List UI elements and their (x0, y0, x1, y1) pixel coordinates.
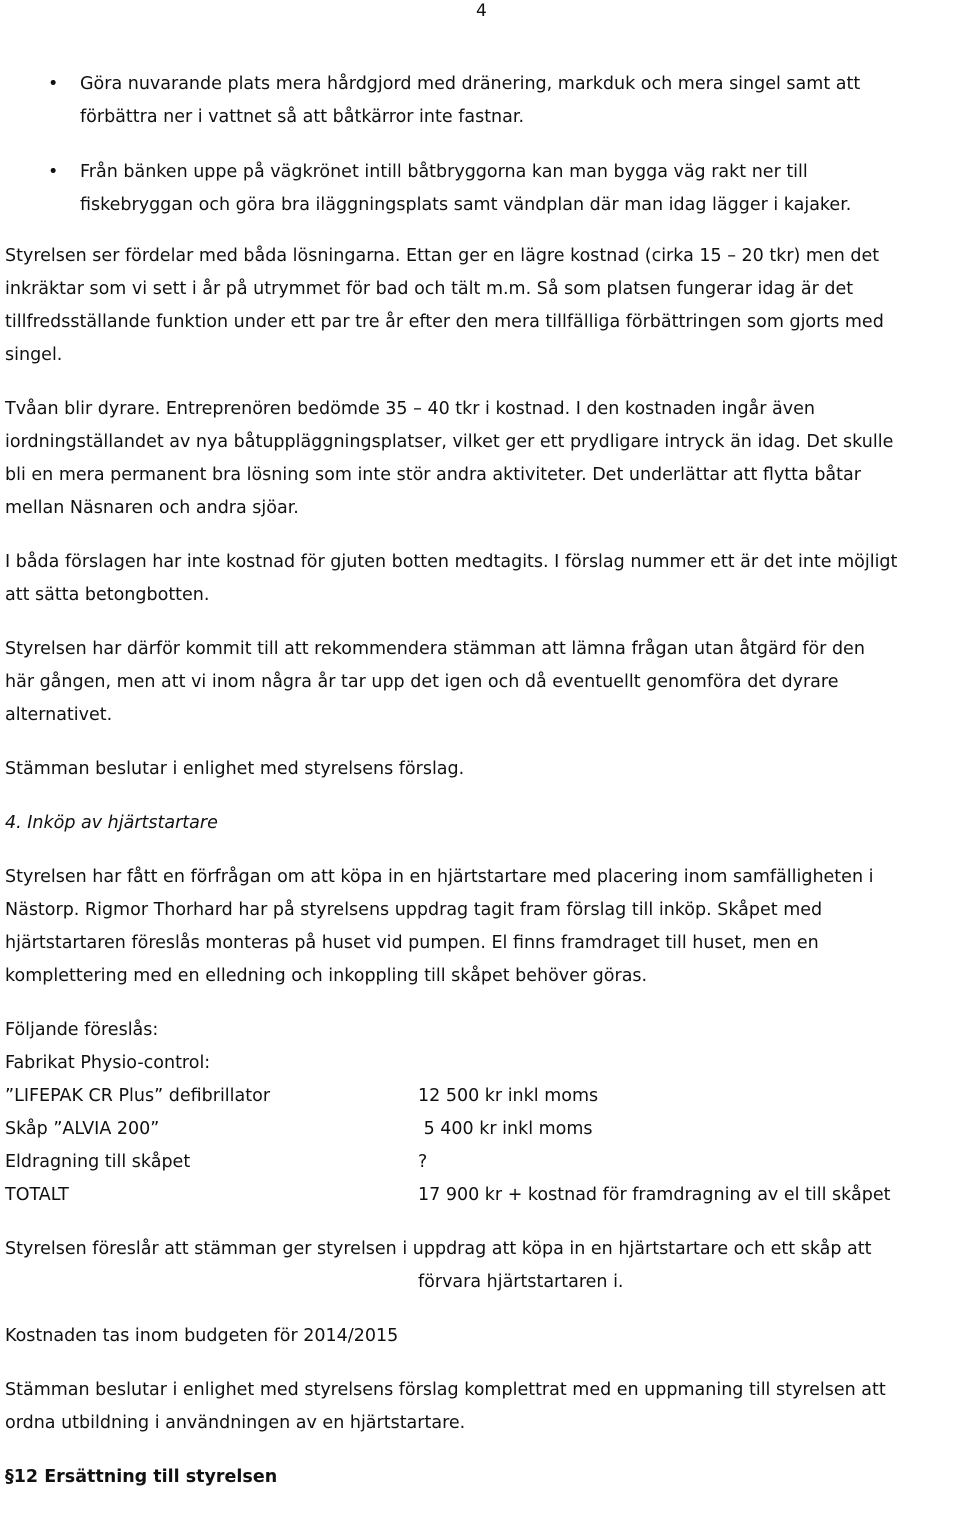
bullet-text-line: fiskebryggan och göra bra iläggningsplats samt vändplan där man idag lägger i kajaker. (80, 195, 852, 215)
bullet-text-line: Göra nuvarande plats mera hårdgjord med dränering, markduk och mera singel samt att (80, 74, 861, 94)
text-line: I båda förslagen har inte kostnad för gjuten botten medtagits. I förslag nummer ett är det inte möjligt (5, 552, 898, 572)
table-row (5, 1113, 955, 1146)
document-body (5, 240, 955, 1515)
text-line: inkräktar som vi sett i år på utrymmet för bad och tält m.m. Så som platsen fungerar idag är det (5, 279, 854, 299)
item-name: TOTALT (5, 1185, 69, 1205)
list-item (0, 68, 930, 134)
text-line: att sätta betongbotten. (5, 585, 210, 605)
paragraph (5, 240, 955, 372)
text-line: hjärtstartaren föreslås monteras på huset vid pumpen. El finns framdraget till huset, men en (5, 933, 819, 953)
paragraph (5, 861, 955, 993)
paragraph (5, 546, 955, 612)
item-price: 17 900 kr + kostnad för framdragning av el till skåpet (418, 1185, 891, 1205)
bullet-icon: • (48, 162, 59, 182)
item-heading: 4. Inköp av hjärtstartare (5, 813, 218, 833)
text-line: förvara hjärtstartaren i. (418, 1272, 624, 1292)
item-name: Skåp ”ALVIA 200” (5, 1119, 160, 1139)
cost-table (5, 1014, 955, 1212)
list-item (0, 156, 930, 222)
paragraph (5, 633, 955, 732)
bullet-list (0, 68, 960, 244)
item-name: ”LIFEPAK CR Plus” defibrillator (5, 1086, 271, 1106)
budget-paragraph: Kostnaden tas inom budgeten för 2014/2015 (5, 1326, 399, 1346)
text-line: alternativet. (5, 705, 113, 725)
text-line: komplettering med en elledning och inkoppling till skåpet behöver göras. (5, 966, 648, 986)
table-row (5, 1080, 955, 1113)
bullet-text-line: förbättra ner i vattnet så att båtkärror inte fastnar. (80, 107, 525, 127)
text-line: tillfredsställande funktion under ett par tre år efter den mera tillfälliga förbättringen som gjorts med (5, 312, 884, 332)
text-line: Nästorp. Rigmor Thorhard har på styrelsens uppdrag tagit fram förslag till inköp. Skåpet med (5, 900, 823, 920)
text-line: ordna utbildning i användningen av en hjärtstartare. (5, 1413, 466, 1433)
paragraph (5, 1233, 955, 1299)
item-price: 12 500 kr inkl moms (418, 1086, 599, 1106)
text-line: Tvåan blir dyrare. Entreprenören bedömde 35 – 40 tkr i kostnad. I den kostnaden ingår även (5, 399, 815, 419)
text-line: iordningställandet av nya båtuppläggningsplatser, vilket ger ett prydligare intryck än idag. Det skulle (5, 432, 894, 452)
table-row (5, 1146, 955, 1179)
text-line: här gången, men att vi inom några år tar upp det igen och då eventuellt genomföra det dyrare (5, 672, 839, 692)
text-line: mellan Näsnaren och andra sjöar. (5, 498, 299, 518)
manufacturer-line: Fabrikat Physio-control: (5, 1053, 211, 1073)
bullet-icon: • (48, 74, 59, 94)
decision-paragraph: Stämman beslutar i enlighet med styrelsens förslag. (5, 759, 465, 779)
text-line: Stämman beslutar i enlighet med styrelsens förslag komplettrat med en uppmaning till styrelsen att (5, 1380, 886, 1400)
proposal-intro: Följande föreslås: (5, 1020, 159, 1040)
text-line: Styrelsen ser fördelar med båda lösningarna. Ettan ger en lägre kostnad (cirka 15 – 20 tkr) men det (5, 246, 880, 266)
section-heading: §12 Ersättning till styrelsen (5, 1467, 278, 1487)
paragraph (5, 393, 955, 525)
text-line: Styrelsen föreslår att stämman ger styrelsen i uppdrag att köpa in en hjärtstartare och ett skåp att (5, 1239, 872, 1259)
text-line: Styrelsen har därför kommit till att rekommendera stämman att lämna frågan utan åtgärd för den (5, 639, 865, 659)
text-line: Styrelsen har fått en förfrågan om att köpa in en hjärtstartare med placering inom samfälligheten i (5, 867, 874, 887)
table-row (5, 1179, 955, 1212)
item-name: Eldragning till skåpet (5, 1152, 191, 1172)
page-number: 4 (476, 1, 487, 21)
text-line: singel. (5, 345, 63, 365)
bullet-text-line: Från bänken uppe på vägkrönet intill båtbryggorna kan man bygga väg rakt ner till (80, 162, 808, 182)
text-line: bli en mera permanent bra lösning som inte stör andra aktiviteter. Det underlättar att flytta båtar (5, 465, 861, 485)
item-price: ? (418, 1152, 428, 1172)
paragraph (5, 1374, 955, 1440)
item-price: 5 400 kr inkl moms (418, 1119, 593, 1139)
